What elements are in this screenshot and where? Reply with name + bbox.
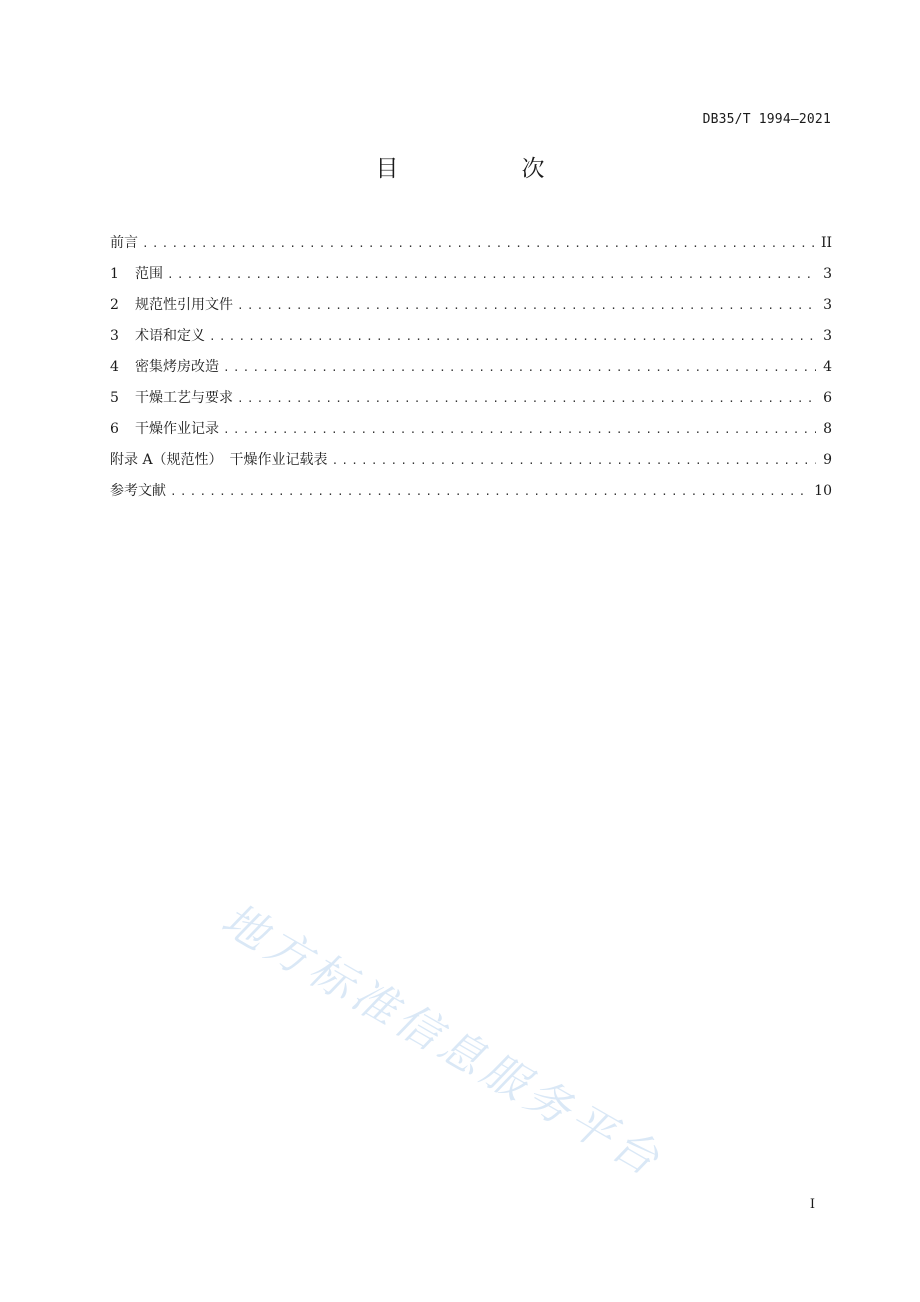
toc-entry-label: 干燥作业记录 [135,421,219,437]
toc-entry-number: 6 [110,421,119,437]
toc-leader-dots [237,392,816,405]
toc-leader-dots [237,299,816,312]
toc-entry-page: 9 [823,452,832,468]
toc-entry-barn-retrofit[interactable] [110,356,832,387]
toc-title: 目 次 [375,156,595,182]
toc-entry-number: 2 [110,297,119,313]
toc-entry-label: 范围 [135,266,163,282]
toc-entry-number: 4 [110,359,119,375]
toc-leader-dots [170,485,808,498]
toc-entry-label: 干燥工艺与要求 [135,390,233,406]
toc-entry-scope[interactable] [110,263,832,294]
toc-entry-page: 8 [823,421,832,437]
toc-entry-page: 4 [823,359,832,375]
toc-leader-dots [332,454,816,467]
toc-entry-label: 前言 [110,235,138,251]
toc-entry-foreword[interactable] [110,232,832,263]
toc-entry-number: 3 [110,328,119,344]
toc-leader-dots [223,423,816,436]
table-of-contents [110,232,832,511]
toc-entry-label: 术语和定义 [135,328,205,344]
toc-entry-label: 参考文献 [110,483,166,499]
page-number: I [809,1197,815,1212]
toc-entry-appendix-a[interactable] [110,449,832,480]
document-code: DB35/T 1994—2021 [702,112,831,127]
toc-entry-terms-definitions[interactable] [110,325,832,356]
toc-entry-number: 5 [110,390,119,406]
toc-entry-page: II [820,235,832,251]
toc-entry-drying-records[interactable] [110,418,832,449]
toc-entry-page: 3 [823,328,832,344]
toc-entry-label: 密集烤房改造 [135,359,219,375]
toc-entry-page: 10 [814,483,832,499]
toc-entry-page: 6 [823,390,832,406]
toc-entry-label: 规范性引用文件 [135,297,233,313]
toc-entry-drying-process[interactable] [110,387,832,418]
toc-entry-bibliography[interactable] [110,480,832,511]
toc-entry-normative-references[interactable] [110,294,832,325]
toc-leader-dots [209,330,816,343]
toc-leader-dots [167,268,816,281]
toc-entry-number: 1 [110,266,119,282]
toc-entry-label: 附录 A（规范性） 干燥作业记载表 [110,452,328,468]
toc-leader-dots [223,361,816,374]
toc-entry-page: 3 [823,297,832,313]
watermark: 地方标准信息服务平台 [213,893,672,1188]
toc-entry-page: 3 [823,266,832,282]
toc-leader-dots [142,237,815,250]
